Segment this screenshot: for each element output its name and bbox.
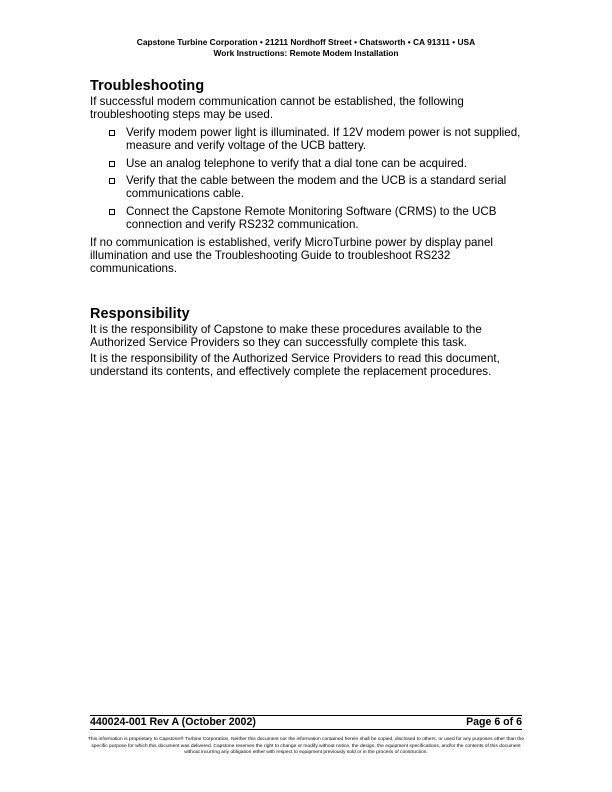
responsibility-paragraph-2: It is the responsibility of the Authorized Service Providers to read this document, understand its contents, and effectively complete the replacement procedures.	[90, 351, 500, 379]
responsibility-paragraph-1: It is the responsibility of Capstone to make these procedures available to the Authorized Service Providers so they can successfully complete this task.	[90, 322, 482, 350]
step-text: Verify modem power light is illuminated. If 12V modem power is not supplied, measure and verify voltage of the UCB battery.	[126, 125, 521, 153]
checkbox-bullet-icon	[109, 130, 115, 136]
list-item	[90, 205, 530, 232]
page-header	[0, 37, 612, 59]
troubleshooting-steps-list	[90, 126, 530, 232]
list-item	[90, 126, 530, 153]
page-content	[90, 78, 530, 381]
footer-disclaimer: This information is proprietary to Capstone® Turbine Corporation. Neither this document nor the information contained herein shall be copied, disclosed to others, or used for any purposes other than the specific purpose for which this document was delivered. Capstone reserves the right to change or modify without notice, the design, the equipment specifications, and/or the contents of this document without incurring any obligation either with respect to equipment previously sold or in the process of construction.	[87, 737, 525, 756]
list-item	[90, 157, 530, 170]
step-text: Connect the Capstone Remote Monitoring Software (CRMS) to the UCB connection and verify RS232 communication.	[126, 204, 497, 232]
step-text: Verify that the cable between the modem and the UCB is a standard serial communications cable.	[126, 174, 507, 201]
troubleshooting-intro: If successful modem communication cannot be established, the following troubleshooting steps may be used.	[90, 95, 464, 122]
header-company-line: Capstone Turbine Corporation • 21211 Nordhoff Street • Chatsworth • CA 91311 • USA	[136, 37, 476, 47]
troubleshooting-closing: If no communication is established, verify MicroTurbine power by display panel illumination and use the Troubleshooting Guide to troubleshoot RS232 communications.	[90, 235, 493, 276]
checkbox-bullet-icon	[109, 178, 115, 184]
troubleshooting-section	[90, 78, 530, 276]
responsibility-heading: Responsibility	[90, 305, 190, 322]
footer-bottom-rule	[90, 729, 522, 730]
footer-document-id: 440024-001 Rev A (October 2002)	[90, 716, 256, 728]
checkbox-bullet-icon	[109, 161, 115, 167]
footer-page-number: Page 6 of 6	[466, 716, 522, 728]
responsibility-section	[90, 306, 530, 379]
troubleshooting-heading: Troubleshooting	[90, 78, 205, 94]
list-item	[90, 174, 530, 201]
checkbox-bullet-icon	[109, 209, 115, 215]
header-document-title: Work Instructions: Remote Modem Installation	[213, 48, 399, 58]
step-text: Use an analog telephone to verify that a dial tone can be acquired.	[126, 156, 467, 170]
